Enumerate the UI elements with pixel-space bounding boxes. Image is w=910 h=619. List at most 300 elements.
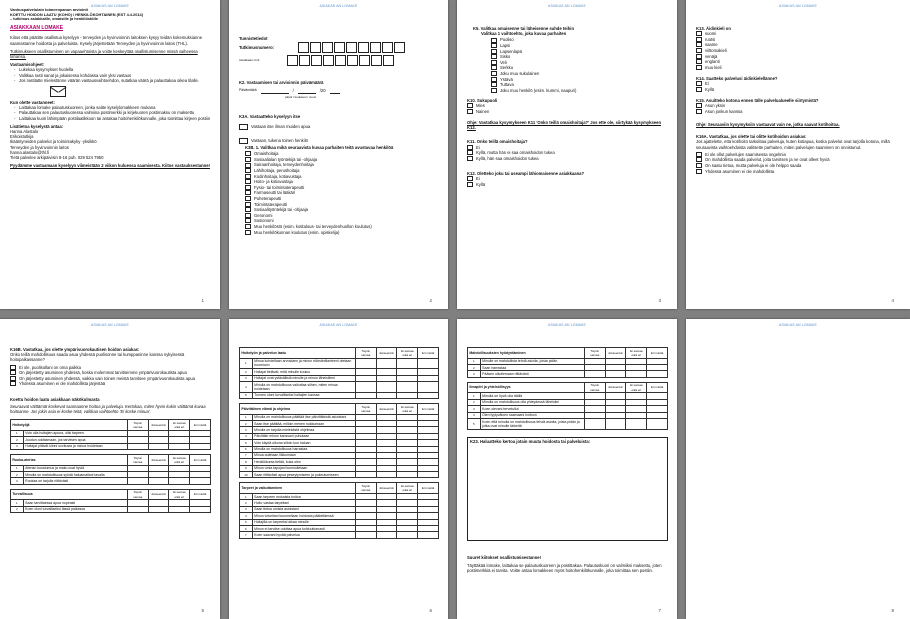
checkbox[interactable] [245,151,251,156]
column-header: Täysin samaa [584,348,605,359]
header-title: ASIAKAS AN LOMAKE [91,323,129,327]
column-header: Ei samaa eikä eri [626,382,647,393]
rating-cell[interactable] [418,472,439,478]
rating-cell[interactable] [605,371,626,377]
checkbox[interactable] [245,190,251,195]
statement: Minulla on mahdollisuus harrastaa [252,446,355,452]
question-k5: K5. Valitkaa omaisenne tai läheisenne suhde teihin [473,26,575,31]
shared-living-option[interactable] [10,370,211,375]
checkbox[interactable] [245,157,251,162]
page-header [0,323,220,327]
page-header [457,323,677,327]
role-option[interactable] [245,190,439,195]
relation-options [491,37,668,93]
option-label: Ei [476,176,480,182]
rating-cell[interactable] [148,443,169,449]
column-header: Täysin samaa [355,483,376,494]
header-title: ASIAKAS AN LOMAKE [779,323,817,327]
option-label: Asun yksin [705,103,726,109]
statement: Hoitajat ovat ystävällisiä minulle ja minun läheisilleni [252,375,355,381]
yes-no-option[interactable] [696,81,901,86]
open-answer-box[interactable] [467,437,668,541]
instructions-list [14,67,211,83]
contact-line: Tietä palvelee arkipäivisin 8-16 puh. 029 524 7950 [10,154,104,160]
checkbox[interactable] [245,224,251,229]
checkbox[interactable] [491,60,497,65]
table-row: 3 Hoitajat pitävät kiinni sovitusta ja minua hoidetaan [11,443,211,449]
checkbox[interactable] [10,370,16,375]
checkbox[interactable] [245,196,251,201]
checkbox[interactable] [696,31,702,36]
statement: Minun omia tapojani kunnioitetaan [252,465,355,471]
language-option[interactable] [696,65,901,70]
rating-cell[interactable] [355,472,376,478]
caregiver-option[interactable] [467,156,668,161]
statement: Olen tyytyväinen saamaani hoitoon [480,412,584,418]
option-label: Tuttava [500,82,514,88]
open-question-label: K23. Haluatteko kertoa jotain muuta hoidosta tai palveluista: [470,439,591,445]
language-option[interactable] [696,42,901,47]
table-row: 3 Koen olevani tervetullut [468,406,668,412]
envelope-icon [50,86,66,97]
column-header: Jokseenkin [605,382,626,393]
research-number-field[interactable] [298,42,405,53]
role-options [245,151,439,235]
rating-cell[interactable] [127,443,148,449]
option-label: Muu henkilöstö (esim. kotitalous- tai terveydenhuollon koulutus) [254,223,372,229]
research-number-row [239,42,439,53]
rating-cell[interactable] [355,392,376,398]
role-option[interactable] [245,224,439,229]
page-number: 6 [429,608,432,613]
return-title: Kun olette vastanneet: [10,99,55,105]
list-item: - Lukekaa kysymykset huolella [14,67,211,72]
question-k13: K13. Äidinkieli on [696,26,731,31]
statement: Minua autetaan liikkumaan [252,452,355,458]
option-label: Kyllä, mutta hän ei saa omaishoidon tukea [476,150,555,156]
checkbox[interactable] [245,163,251,168]
title-line: – tutkimus asiakkaille, omaisille ja henkilöstölle [10,16,99,22]
option-label: Puheterapeutti [254,195,282,201]
rating-cell[interactable] [355,532,376,538]
page-number: 7 [658,608,661,613]
rating-cell[interactable] [584,371,605,377]
statement: Minulla on mahdollisuus vaikuttaa siihen, miten minua hoidetaan [252,381,355,392]
column-header: Eri mieltä [647,382,668,393]
statement: Päivittäin minun kanssani puhutaan [252,433,355,439]
client-name-row [239,55,439,66]
rating-cell[interactable] [190,506,211,512]
intro-text: Kiitos että päätitte osallistua kyselyyn - terveyden ja hyvinvoinnin laitoksen kysyy teidän kokemuksianne saamastanne hoidosta ja palveluista. Kysely järjestetään Terveyden ja hyvinvoinnin laitos (THL). [10,35,203,46]
checkbox[interactable] [696,152,702,157]
checkbox[interactable] [467,109,473,114]
language-option[interactable] [696,59,901,64]
table-title: Tarpeet ja vaikuttaminen [240,483,356,494]
document-page-5 [0,319,220,619]
date-year-field[interactable] [330,93,340,94]
checkbox[interactable] [245,185,251,190]
voluntary-note: Tutkimukseen osallistuminen on vapaaehtoista ja voitte keskeyttää osallistumisenne missä vaiheessa tahansa. [10,48,198,59]
option-label: Lähihoitaja, perushoitaja [254,168,300,173]
checkbox[interactable] [491,54,497,59]
checkbox[interactable] [491,82,497,87]
checkbox[interactable] [491,71,497,76]
rating-cell[interactable] [397,532,418,538]
rating-cell[interactable] [190,443,211,449]
date-label: Päivämäärä [239,88,257,93]
column-header: Eri mieltä [418,348,439,359]
rating-table [239,347,439,399]
rating-cell[interactable] [397,381,418,392]
relation-option[interactable] [491,82,668,87]
option-label: Kodinhoitaja, kotiavustaja [254,173,302,179]
role-option[interactable] [245,185,439,190]
rating-cell[interactable] [376,381,397,392]
deadline-note: Pyydämme vastaamaan kyselyyn viimeistään 2 viikon kuluessa saamisesta. Kiitos vastauksestanne! [10,163,210,169]
role-option[interactable] [245,162,439,167]
checkbox[interactable] [696,163,702,168]
option-label: Ei [476,144,480,150]
return-list [14,105,211,121]
yes-no-option[interactable] [696,87,901,92]
option-label: Hoito- ja kotiavustaja [254,179,293,185]
language-option[interactable] [696,37,901,42]
checkbox[interactable] [696,81,702,86]
column-header: Eri mieltä [418,403,439,414]
rating-cell[interactable] [376,358,397,369]
checkbox[interactable] [245,213,251,218]
statement: Tunnen oloni turvalliseksi hoitajien kanssa [252,392,355,398]
rating-cell[interactable] [376,532,397,538]
role-option[interactable] [245,230,439,235]
column-header: Ei samaa eikä eri [626,348,647,359]
home-care-option[interactable] [696,152,901,157]
page-content [467,26,668,187]
checkbox[interactable] [467,156,473,161]
relation-option[interactable] [491,49,668,54]
shared-living-option[interactable] [10,365,211,370]
table-row: 1 Minulla on hyvä olla täällä [468,393,668,399]
header-title: ASIAKAS AN LOMAKE [91,4,129,8]
option-label: Ei ole, puolisollani on oma paikka [19,364,81,370]
table-row: 4 Päivittäin minun kanssani puhutaan [240,433,439,439]
rating-cell[interactable] [397,472,418,478]
date-day-field[interactable] [261,93,289,94]
role-option[interactable] [245,213,439,218]
statement: Joudun odottamaan, jos tarvitsen apua [23,437,127,443]
checkbox[interactable] [491,43,497,48]
column-header: Täysin samaa [355,403,376,414]
table-row: 2 Hoitajat tietävät, mitä minulle kuuluu [240,369,439,375]
checkbox[interactable] [491,88,497,93]
column-header: Täysin samaa [355,348,376,359]
rating-cell[interactable] [605,418,626,429]
rating-table [10,489,211,513]
rating-cell[interactable] [376,472,397,478]
option-self[interactable] [239,124,439,130]
table-row: 1 Saan tarvittaessa apua nopeasti [11,500,211,506]
language-option[interactable] [696,54,901,59]
checkbox[interactable] [696,54,702,59]
checkbox[interactable] [245,202,251,207]
table-row: 2 Hoito vastaa tarpeitani [240,500,439,506]
checkbox[interactable] [696,37,702,42]
table-row: 2 Minulla on mahdollisuus olla yhteydessä läheisiini [468,399,668,405]
rating-cell[interactable] [397,392,418,398]
living-option[interactable] [696,109,901,114]
rating-cell[interactable] [418,532,439,538]
statement: Saan tarvittaessa apua nopeasti [23,500,127,506]
checkbox[interactable] [491,77,497,82]
checkbox[interactable] [245,230,251,235]
option-label: Serkku [500,65,514,71]
rating-cell[interactable] [190,478,211,484]
column-header: Ei samaa eikä eri [397,483,418,494]
rating-cell[interactable] [169,506,190,512]
relative-option[interactable] [467,182,668,187]
table-row: 4 Minun toiveitani kuunnellaan hoidosta päätettäessä [240,513,439,519]
option-label: Muu henkilökunnan koulutus (esim. opiskelija) [254,229,340,235]
column-header: Eri mieltä [190,420,211,431]
role-option[interactable] [245,218,439,223]
checkbox[interactable] [491,38,497,43]
rating-cell[interactable] [418,381,439,392]
table-row: 1 Minua kohdellaan arvostaen ja minun elämäntilanteeni otetaan huomioon [240,358,439,369]
checkbox[interactable] [239,138,248,144]
option-label: Omaishoitaja [254,151,279,157]
table-row: 2 Koen oloni turvalliseksi tässä paikassa [11,506,211,512]
table-row: 5 Tunnen oloni turvalliseksi hoitajien kanssa [240,392,439,398]
statement: Henkilökunta tietää, kuka olen [252,459,355,465]
table-row: 3 Minulla on tarjolla mielekästä ohjelmaa [240,427,439,433]
option-label: Veli [500,59,507,65]
table-row: 4 Olen tyytyväinen saamaani hoitoon [468,412,668,418]
rating-cell[interactable] [418,358,439,369]
page-header [686,4,910,8]
checkbox[interactable] [467,182,473,187]
statement: Ruokaa on tarjolla riittävästi [23,478,127,484]
relation-option[interactable] [491,77,668,82]
checkbox[interactable] [467,145,473,150]
service-language-options [696,81,901,92]
checkbox[interactable] [696,65,702,70]
column-header: Ei samaa eikä eri [169,420,190,431]
rating-cell[interactable] [647,418,668,429]
checkbox[interactable] [467,150,473,155]
option-label: Sosiaalityöntekijä tai -ohjaaja [254,207,309,213]
gender-option[interactable] [467,103,668,108]
rating-cell[interactable] [169,478,190,484]
living-option[interactable] [696,103,901,108]
form-heading: ASIAKKAAN LOMAKE [10,25,64,32]
gender-options [467,103,668,114]
checkbox[interactable] [10,365,16,370]
table-row: 1 Saan tarpeen mukaista hoitoa [240,494,439,500]
question-k5-sub: Valitkaa 1 vaihtoehto, joka kuvaa parhaiten [481,31,567,37]
checkbox[interactable] [245,168,251,173]
role-option[interactable] [245,179,439,184]
relation-option[interactable] [491,37,668,42]
checkbox[interactable] [245,174,251,179]
date-month-field[interactable] [298,93,316,94]
rating-cell[interactable] [376,392,397,398]
shared-living-option[interactable] [10,376,211,381]
role-option[interactable] [245,151,439,156]
role-option[interactable] [245,207,439,212]
rating-cell[interactable] [148,478,169,484]
relative-option[interactable] [467,176,668,181]
checkbox[interactable] [10,376,16,381]
id-title: Tunnistetiedot [239,36,268,41]
page-number: 3 [658,298,661,303]
shared-living-option[interactable] [10,381,211,386]
page-number: 8 [891,608,894,613]
checkbox[interactable] [10,381,16,386]
page-header [686,323,910,327]
option-label: Lapsenlapsi [500,48,523,54]
statement: Minun ei tarvitse odottaa apua kohtuuttomasti [252,526,355,532]
option-label: venäjä [705,53,718,59]
home-care-option[interactable] [696,169,901,174]
rating-cell[interactable] [127,478,148,484]
question-k16a: K16A. Vastatkaa, jos olette tai olitte kotihoidon asiakas: [696,134,807,140]
statement: Voin käydä ulkona silloin kun haluan [252,440,355,446]
research-number-label: Tutkimusnumero: [239,45,275,51]
list-item: - Jos rastitatte mielestänne väärän vastausvaihtoehdon, sutatkaa väärä ja palauttakaa oikea tilalle. [14,78,211,83]
role-option[interactable] [245,157,439,162]
relation-option[interactable] [491,88,668,93]
relation-option[interactable] [491,60,668,65]
thanks-title: Suuret kiitokset osallistumisestanne! [467,554,542,560]
home-care-option[interactable] [696,157,901,162]
checkbox[interactable] [696,169,702,174]
checkbox[interactable] [245,207,251,212]
checkbox[interactable] [696,87,702,92]
language-option[interactable] [696,31,901,36]
relation-option[interactable] [491,54,668,59]
option-label: Sosiaalialan työntekijä tai -ohjaaja [254,156,318,162]
rating-cell[interactable] [626,418,647,429]
relation-option[interactable] [491,71,668,76]
checkbox[interactable] [467,103,473,108]
rating-cell[interactable] [584,418,605,429]
checkbox[interactable] [696,157,702,162]
table-row: 6 Minun ei tarvitse odottaa apua kohtuuttomasti [240,526,439,532]
rating-cell[interactable] [127,506,148,512]
column-header: Ei samaa eikä eri [169,489,190,500]
rating-cell[interactable] [626,371,647,377]
statement: Hoito vastaa tarpeitani [252,500,355,506]
rating-cell[interactable] [148,506,169,512]
checkbox[interactable] [696,109,702,114]
option-label: Toimintaterapeutti [254,201,288,207]
checkbox[interactable] [491,65,497,70]
table-row: 4 Minulla on mahdollisuus vaikuttaa siihen, miten minua hoidetaan [240,381,439,392]
column-header: Jokseenkin [148,454,169,465]
contact-block [10,129,211,160]
page-number: 4 [891,298,894,303]
option-label: Fysio- tai toimintaterapeutti [254,184,305,190]
title-line: Vanhuspalvelulain toimeenpanon arviointi [10,7,88,12]
column-header: Eri mieltä [190,454,211,465]
option-label: viittomakieli [705,47,727,53]
checkbox[interactable] [696,59,702,64]
column-header: Jokseenkin [376,483,397,494]
page-number: 2 [429,298,432,303]
checkbox[interactable] [239,124,248,130]
checkbox[interactable] [467,176,473,181]
table-row: 1 Minulla on mahdollisuus päättää itse päivittäisistä asioistani [240,414,439,420]
relation-option[interactable] [491,65,668,70]
statement: Aterian koostumus ja maku ovat hyviä [23,465,127,471]
rating-cell[interactable] [397,358,418,369]
option-other[interactable] [239,138,439,144]
document-page-8 [686,319,910,619]
role-option[interactable] [245,202,439,207]
checkbox[interactable] [696,103,702,108]
role-option[interactable] [245,196,439,201]
statement: Hoitajat tietävät, mitä minulle kuuluu [252,369,355,375]
statement: Koen että minulla on mahdollisuus tehdä asioita, joista pidän ja jotka ovat minulle tärkeitä [480,418,584,429]
role-option[interactable] [245,174,439,179]
header-title: ASIAKAS AN LOMAKE [779,4,817,8]
client-name-field[interactable] [287,55,394,66]
option-label: Vastaan itse ilman muiden apua [251,124,311,130]
table-row: 2 Minulla on mahdollisuus syödä haluamallani tavalla [11,471,211,477]
role-option[interactable] [245,168,439,173]
statement: Minua kohdellaan arvostaen ja minun elämäntilanteeni otetaan huomioon [252,358,355,369]
option-label: Yhdessä asuminen ei ole mahdollista [705,168,775,174]
page-content [467,347,668,576]
checkbox[interactable] [696,48,702,53]
rating-table [239,403,439,479]
rating-cell[interactable] [355,381,376,392]
caregiver-option[interactable] [467,150,668,155]
table-row: 1 Aterian koostumus ja maku ovat hyviä [11,465,211,471]
table-row: 7 Koen saavani hyvää palvelua [240,532,439,538]
question-k10: K10. Sukupuoli [467,97,498,103]
rating-cell[interactable] [355,358,376,369]
statement: Hoitajilla on tarpeeksi aikaa minulle [252,519,355,525]
home-care-option[interactable] [696,163,901,168]
table-row: 3 Saan tietoa omista asioistani [240,506,439,512]
contact-line: Hanna Alastalo [10,128,39,134]
column-header: Täysin samaa [127,489,148,500]
language-option[interactable] [696,48,901,53]
rating-cell[interactable] [418,392,439,398]
statement: Saan riittävästi apua peseytymiseen ja pukeutumiseen [252,472,355,478]
option-label: ruotsi [705,36,716,42]
client-name-label: Asiakkaan nimi: [239,58,261,63]
checkbox[interactable] [245,179,251,184]
option-label: Kyllä, hän saa omaishoidon tukea [476,155,539,161]
statement: Minulla on hyvä olla täällä [480,393,584,399]
rating-cell[interactable] [647,371,668,377]
checkbox[interactable] [491,49,497,54]
checkbox[interactable] [245,218,251,223]
checkbox[interactable] [696,42,702,47]
gender-option[interactable] [467,109,668,114]
rating-cell[interactable] [169,443,190,449]
caregiver-option[interactable] [467,145,668,150]
column-header: Jokseenkin [148,489,169,500]
column-header: Jokseenkin [376,403,397,414]
contact-line: Terveyden ja hyvinvoinnin laitos [10,144,69,150]
list-item: - Palauttakaa sen palautuskuoressa valmiina postimerkki ja kirjekuoren postimaksu on maksettu [14,110,211,115]
relation-option[interactable] [491,43,668,48]
option-label: Puoliso [500,37,514,43]
document-page-4 [686,0,910,309]
